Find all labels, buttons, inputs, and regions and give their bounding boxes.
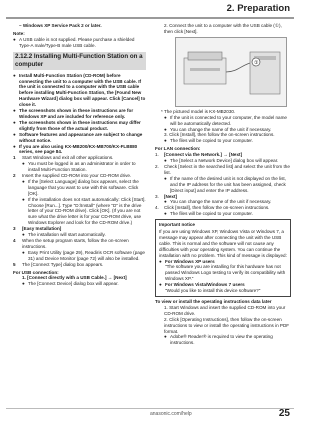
lan-sub: ● The [Select a Network Device] dialog box will appear. bbox=[164, 158, 279, 164]
lan-step: 4. Click [Install], then follow the on-screen instructions. bbox=[155, 205, 270, 211]
model-bullet: ● If the unit is connected to your computer, the model name will be automatically detected. bbox=[164, 114, 287, 126]
usb-sub: ● The [Connect Device] dialog box will appear. bbox=[22, 281, 119, 287]
bullet-icon: ● bbox=[13, 131, 16, 137]
notice-item: ● For Windows Vista/Windows 7 users bbox=[159, 282, 245, 288]
step: 4 When the setup program starts, follow the on-screen instructions. bbox=[13, 238, 129, 249]
callout-label: ① bbox=[254, 59, 259, 66]
important-notice-text: If you are using Windows XP, Windows Vista or Windows 7, a message may appear after connecting the unit with the USB cable. This is normal and the software will not cause any difficulties with your operating system. You can continue the installation with no problem. This kind of message is displayed: bbox=[159, 229, 287, 258]
intro-bullets bbox=[13, 73, 146, 156]
bullet-icon: ● bbox=[159, 258, 162, 264]
view-step: 1. Start Windows and insert the supplied CD-ROM into your CD-ROM drive. bbox=[164, 304, 286, 316]
lan-sub: ● You can change the name of the unit if necessary. bbox=[164, 199, 272, 205]
important-notice-box bbox=[155, 219, 291, 297]
bullet-icon: ● bbox=[22, 281, 25, 287]
bullet-icon: ● bbox=[22, 232, 25, 238]
step-sub: ● The installation will start automatically. bbox=[22, 232, 106, 238]
intro-bullet: ● The screenshots shown in these instructions may differ slightly from those of the actual product. bbox=[13, 119, 141, 131]
note-text-line bbox=[13, 37, 146, 49]
bullet-icon: ● bbox=[22, 249, 25, 255]
footer-rule bbox=[6, 408, 294, 409]
model-bullet: ● You can change the name of the unit if necessary. bbox=[164, 126, 272, 132]
bullet-icon: ● bbox=[13, 119, 16, 125]
usb-step-2: 2. Connect the unit to a computer with the USB cable (①), then click [Next]. bbox=[164, 23, 282, 34]
left-column bbox=[13, 23, 146, 287]
note-text: A USB cable is not supplied. Please purchase a shielded Type-A male/Type-B male USB cable. bbox=[19, 36, 135, 48]
usb-step-3-bullet: ● The files will be copied to your computer. bbox=[164, 138, 253, 144]
page-number: 25 bbox=[278, 408, 290, 419]
notice-quote: "Would you like to install this device software?" bbox=[165, 288, 261, 294]
lan-heading: For LAN connection: bbox=[155, 146, 201, 152]
bullet-icon: ● bbox=[22, 196, 25, 202]
bullet-icon: ● bbox=[164, 175, 167, 181]
notice-item: ● For Windows XP users bbox=[159, 258, 215, 264]
bullet-icon: ● bbox=[13, 72, 16, 78]
lan-sub: ● The files will be copied to your computer. bbox=[164, 211, 253, 217]
lan-step: 2. Check [Select in the searched list] and select the unit from the list. bbox=[155, 163, 290, 175]
connection-illustration bbox=[175, 37, 287, 107]
bullet-icon: ● bbox=[13, 108, 16, 114]
usb-heading: For USB connection: bbox=[13, 269, 59, 275]
page-footer bbox=[0, 404, 300, 424]
intro-bullet: ● If you are also using KX-MB200/KX-MB700/KX-FLB880 series, see page 84. bbox=[13, 143, 138, 155]
step-sub: ● If the installation does not start automatically: Click [Start]. Choose [Run...]. Type "D:\Install" (where "D" is the drive letter of your CD-ROM drive). Click [OK]. (If you are not sure what the drive letter is for your CD-ROM drive, use Windows Explorer and look for the CD-ROM drive.) bbox=[22, 196, 146, 226]
model-note: * The pictured model is KX-MB2030. bbox=[161, 108, 236, 114]
bullet-icon: ● bbox=[164, 114, 167, 120]
right-column bbox=[155, 23, 291, 346]
chapter-title: 2. Preparation bbox=[226, 3, 290, 14]
intro-bullet: ● Software features and appearance are subject to change without notice. bbox=[13, 131, 143, 143]
section-title: 2.12.2 Installing Multi-Function Station on a computer bbox=[13, 52, 146, 70]
printer-computer-icon bbox=[176, 38, 286, 106]
bullet-icon: ● bbox=[164, 126, 167, 132]
step: 2 Insert the supplied CD-ROM into your CD-ROM drive. bbox=[13, 173, 132, 179]
view-bullet: ● Adobe® Reader® is required to view the operating instructions. bbox=[164, 334, 273, 346]
view-heading: To view or install the operating instructions data later bbox=[155, 299, 272, 304]
bullet-icon: ● bbox=[22, 178, 25, 184]
lan-sub: ● If the name of the desired unit is not displayed on the list, and the IP address for the unit has been assigned, check [Direct input] and enter the IP address. bbox=[164, 175, 286, 193]
bullet-icon: ● bbox=[159, 282, 162, 288]
intro-bullet: ● Install Multi-Function Station (CD-ROM) before connecting the unit to a computer with the USB cable. If the unit is connected to a computer with the USB cable before installing Multi-Function Station, the [Found New Hardware Wizard] dialog box will appear. Click [Cancel] to close it. bbox=[13, 72, 146, 108]
step: 1 Start Windows and exit all other applications. bbox=[13, 155, 114, 161]
lan-step: 3. [Next] bbox=[155, 193, 178, 199]
bullet-icon: ● bbox=[13, 143, 16, 149]
step-sub: ● You must be logged in as an administrator in order to install Multi-Function Station. bbox=[22, 161, 136, 173]
footer-url: anasonic.com/help bbox=[150, 411, 192, 417]
step-sub: ● Easy Print Utility (page 29), Readiris OCR software (page 31) and Device Monitor (page 72) will also be installed. bbox=[22, 249, 145, 261]
bullet-icon: ● bbox=[22, 161, 25, 167]
bullet-icon: ● bbox=[13, 36, 16, 42]
notice-quote: "The software you are installing for this hardware has not passed Windows Logo testing to verify its compatibility with Windows XP." bbox=[165, 264, 286, 282]
usb-step-3: 3. Click [Install], then follow the on-screen instructions. bbox=[164, 132, 275, 138]
top-item: – Windows XP Service Pack 2 or later. bbox=[19, 23, 102, 28]
bullet-icon: ● bbox=[164, 138, 167, 144]
bullet-icon: ● bbox=[164, 158, 167, 164]
header-rule bbox=[6, 17, 294, 19]
step: 3 [Easy Installation] bbox=[13, 226, 62, 232]
step-sub: ● If the [Select Language] dialog box appears, select the language that you want to use with this software. Click [OK]. bbox=[22, 178, 139, 196]
note-label: Note: bbox=[13, 30, 25, 36]
usb-step: 1. [Connect directly with a USB Cable.] → [Next] bbox=[22, 275, 127, 281]
bullet-icon: ● bbox=[164, 334, 167, 340]
page-header bbox=[0, 0, 300, 21]
bullet-icon: ● bbox=[164, 199, 167, 205]
bullet-icon: ● bbox=[164, 211, 167, 217]
step: 5 The [Connect Type] dialog box appears. bbox=[13, 261, 104, 267]
install-steps bbox=[13, 155, 146, 267]
view-step: 2. Click [Operating Instructions], then follow the on-screen instructions to view or install the operating instructions in PDF format. bbox=[164, 316, 290, 334]
important-notice-title: Important notice bbox=[159, 222, 195, 228]
lan-step: 1. [Connect via the Network.] → [Next] bbox=[155, 152, 243, 158]
intro-bullet: ● The screenshots shown in these instructions are for Windows XP and are included for reference only. bbox=[13, 108, 134, 119]
